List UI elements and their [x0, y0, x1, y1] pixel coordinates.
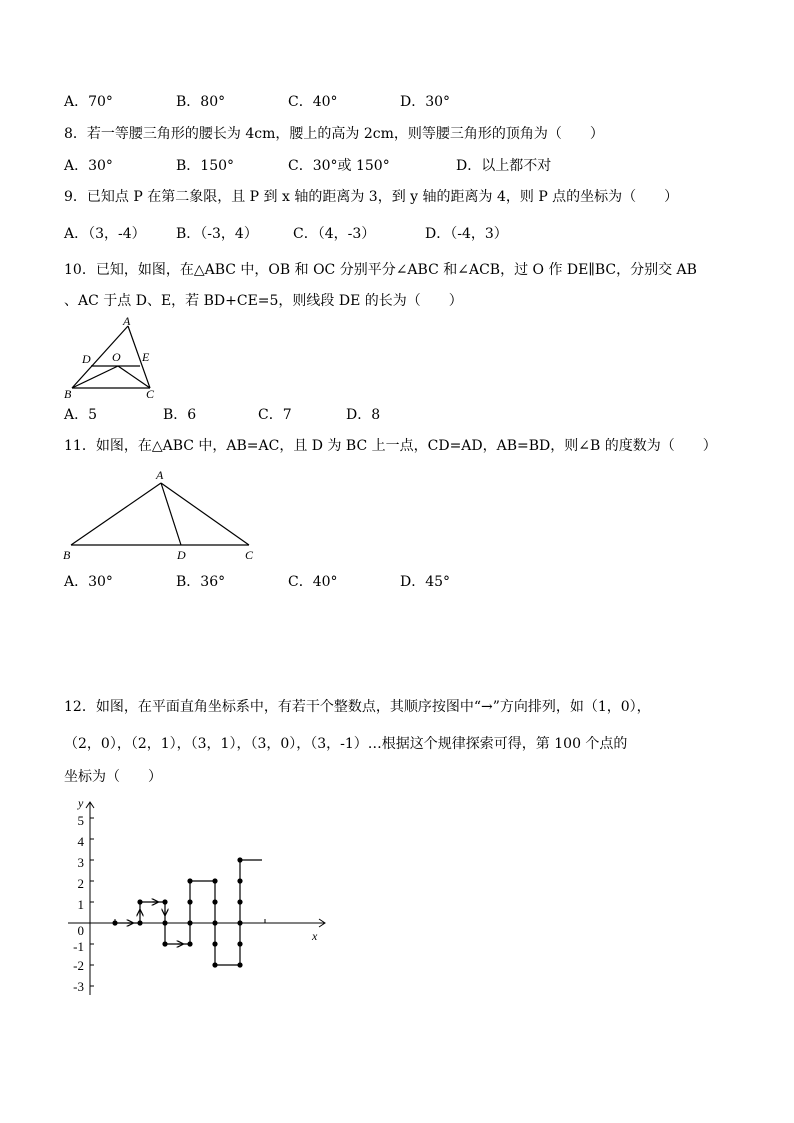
- lattice-point: [187, 920, 192, 925]
- q9-option-b[interactable]: B．（-3，4）: [176, 226, 258, 242]
- q10-option-c[interactable]: C．7: [258, 407, 292, 423]
- lattice-point: [137, 920, 142, 925]
- lattice-point: [237, 962, 242, 967]
- q8-option-c[interactable]: C．30°或 150°: [288, 158, 390, 174]
- q10-label-c: C: [146, 387, 155, 401]
- q7-option-a[interactable]: A．70°: [64, 94, 113, 110]
- lattice-point: [162, 899, 167, 904]
- q10-question-line2: 、AC 于点 D、E，若 BD+CE=5，则线段 DE 的长为（ ）: [64, 293, 463, 309]
- q10-label-b: B: [64, 387, 72, 401]
- q10-triangle-figure: [60, 312, 170, 402]
- q12-coordinate-graph: [0, 790, 340, 1000]
- y-axis-label: y: [78, 796, 84, 810]
- y-tick-neg1: -1: [73, 939, 84, 954]
- lattice-point: [187, 941, 192, 946]
- lattice-point: [187, 899, 192, 904]
- lattice-point: [212, 962, 217, 967]
- lattice-point: [237, 920, 242, 925]
- lattice-point: [212, 920, 217, 925]
- q8-option-a[interactable]: A．30°: [64, 158, 113, 174]
- q10-label-d: D: [82, 352, 91, 366]
- lattice-point: [112, 920, 117, 925]
- y-tick-neg3: -3: [73, 979, 84, 994]
- q11-option-d[interactable]: D．45°: [400, 574, 451, 590]
- y-tick-2: 2: [77, 876, 84, 891]
- q8-option-d[interactable]: D．以上都不对: [456, 158, 552, 174]
- q11-label-a: A: [156, 468, 164, 482]
- q11-triangle-figure: [60, 467, 260, 564]
- q10-label-a: A: [123, 314, 131, 328]
- q11-option-b[interactable]: B．36°: [176, 574, 226, 590]
- lattice-point: [162, 920, 167, 925]
- q10-question-line1: 10．已知，如图，在△ABC 中，OB 和 OC 分别平分∠ABC 和∠ACB，过 O 作 DE∥BC，分别交 AB: [64, 262, 697, 278]
- q9-option-c[interactable]: C．（4，-3）: [293, 226, 376, 242]
- q9-question: 9．已知点 P 在第二象限，且 P 到 x 轴的距离为 3，到 y 轴的距离为 4，则 P 点的坐标为（ ）: [64, 189, 679, 205]
- q10-option-d[interactable]: D．8: [346, 407, 381, 423]
- q12-question-line1: 12．如图，在平面直角坐标系中，有若干个整数点，其顺序按图中“→”方向排列，如（1，0），: [64, 699, 651, 715]
- q11-option-a[interactable]: A．30°: [64, 574, 113, 590]
- y-tick-4: 4: [77, 834, 84, 849]
- q8-option-b[interactable]: B．150°: [176, 158, 235, 174]
- q10-label-o: O: [112, 350, 121, 364]
- q11-label-b: B: [63, 548, 71, 562]
- q8-question: 8．若一等腰三角形的腰长为 4cm，腰上的高为 2cm，则等腰三角形的顶角为（ ）: [64, 126, 604, 142]
- lattice-point: [212, 899, 217, 904]
- q12-question-line2: （2，0），（2，1），（3，1），（3，0），（3，-1）…根据这个规律探索可得，第 100 个点的: [64, 736, 628, 752]
- q7-option-c[interactable]: C．40°: [288, 94, 338, 110]
- lattice-point: [137, 899, 142, 904]
- lattice-point: [237, 857, 242, 862]
- lattice-point: [187, 878, 192, 883]
- y-tick-0: 0: [77, 923, 84, 938]
- q10-option-b[interactable]: B．6: [163, 407, 197, 423]
- q11-option-c[interactable]: C．40°: [288, 574, 338, 590]
- lattice-point: [162, 941, 167, 946]
- y-tick-3: 3: [77, 855, 84, 870]
- q11-label-c: C: [245, 548, 254, 562]
- lattice-point: [237, 941, 242, 946]
- lattice-path: [115, 860, 262, 965]
- lattice-point: [212, 878, 217, 883]
- lattice-point: [237, 878, 242, 883]
- q11-label-d: D: [177, 548, 186, 562]
- y-tick-neg2: -2: [73, 958, 84, 973]
- q11-question: 11．如图，在△ABC 中，AB=AC，且 D 为 BC 上一点，CD=AD，AB=BD，则∠B 的度数为（ ）: [64, 438, 717, 454]
- q9-option-d[interactable]: D．（-4，3）: [425, 226, 508, 242]
- lattice-point: [237, 899, 242, 904]
- lattice-point: [212, 941, 217, 946]
- q7-option-b[interactable]: B．80°: [176, 94, 226, 110]
- y-tick-5: 5: [77, 813, 84, 828]
- q12-question-line3: 坐标为（ ）: [64, 769, 162, 785]
- q10-option-a[interactable]: A．5: [64, 407, 98, 423]
- q9-option-a[interactable]: A．（3，-4）: [64, 226, 146, 242]
- y-tick-1: 1: [77, 897, 84, 912]
- x-axis-label: x: [312, 929, 318, 943]
- q10-label-e: E: [142, 350, 150, 364]
- q7-option-d[interactable]: D．30°: [400, 94, 451, 110]
